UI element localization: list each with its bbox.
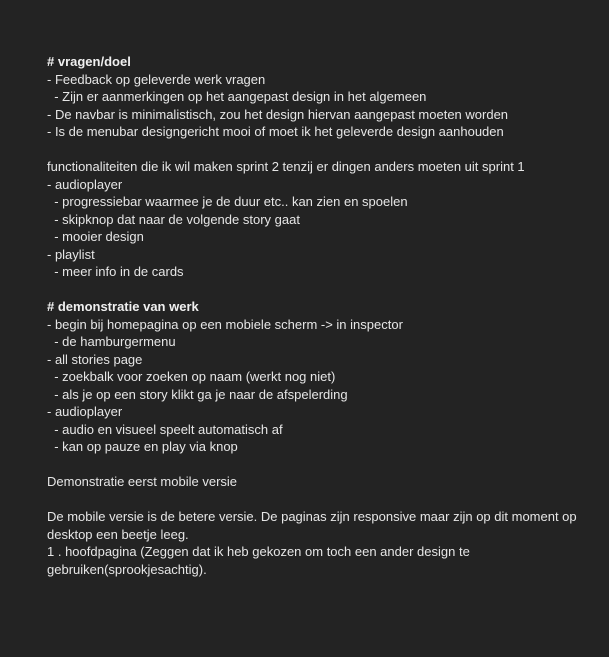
list-item: - Zijn er aanmerkingen op het aangepast design in het algemeen bbox=[47, 89, 427, 104]
section-heading: # demonstratie van werk bbox=[47, 299, 199, 314]
list-item: - mooier design bbox=[47, 229, 144, 244]
section-vragen-doel bbox=[47, 53, 589, 141]
list-item: - progressiebar waarmee je de duur etc.. kan zien en spoelen bbox=[47, 194, 408, 209]
spacer bbox=[47, 141, 589, 159]
list-item: - meer info in de cards bbox=[47, 264, 184, 279]
list-item: - Is de menubar designgericht mooi of moet ik het geleverde design aanhouden bbox=[47, 124, 504, 139]
list-item: - De navbar is minimalistisch, zou het design hiervan aangepast moeten worden bbox=[47, 106, 509, 122]
section-mobile-versie bbox=[47, 508, 589, 578]
list-item: - audioplayer bbox=[47, 176, 123, 192]
paragraph: De mobile versie is de betere versie. De paginas zijn responsive maar zijn op dit moment op desktop een beetje leeg. bbox=[47, 509, 577, 542]
list-item: - all stories page bbox=[47, 351, 143, 367]
spacer bbox=[47, 456, 589, 474]
list-item: - audioplayer bbox=[47, 404, 123, 419]
section-mobile-first bbox=[47, 473, 589, 491]
spacer bbox=[47, 281, 589, 299]
list-item: - audio en visueel speelt automatisch af bbox=[47, 421, 283, 437]
list-item: - zoekbalk voor zoeken op naam (werkt nog niet) bbox=[47, 369, 336, 384]
list-item: - Feedback op geleverde werk vragen bbox=[47, 71, 266, 87]
paragraph: Demonstratie eerst mobile versie bbox=[47, 474, 238, 489]
list-item: - skipknop dat naar de volgende story gaat bbox=[47, 211, 300, 227]
section-functionaliteiten bbox=[47, 158, 589, 281]
list-item: - playlist bbox=[47, 246, 95, 262]
list-item: - de hamburgermenu bbox=[47, 334, 176, 349]
section-heading: functionaliteiten die ik wil maken sprint 2 tenzij er dingen anders moeten uit sprint 1 bbox=[47, 159, 525, 174]
section-demonstratie bbox=[47, 298, 589, 456]
paragraph: 1 . hoofdpagina (Zeggen dat ik heb gekozen om toch een ander design te gebruiken(sprookjesachtig). bbox=[47, 544, 470, 577]
section-heading: # vragen/doel bbox=[47, 54, 131, 69]
list-item: - kan op pauze en play via knop bbox=[47, 439, 238, 454]
list-item: - begin bij homepagina op een mobiele scherm -> in inspector bbox=[47, 316, 403, 332]
list-item: - als je op een story klikt ga je naar de afspelerding bbox=[47, 386, 348, 402]
spacer bbox=[47, 491, 589, 509]
